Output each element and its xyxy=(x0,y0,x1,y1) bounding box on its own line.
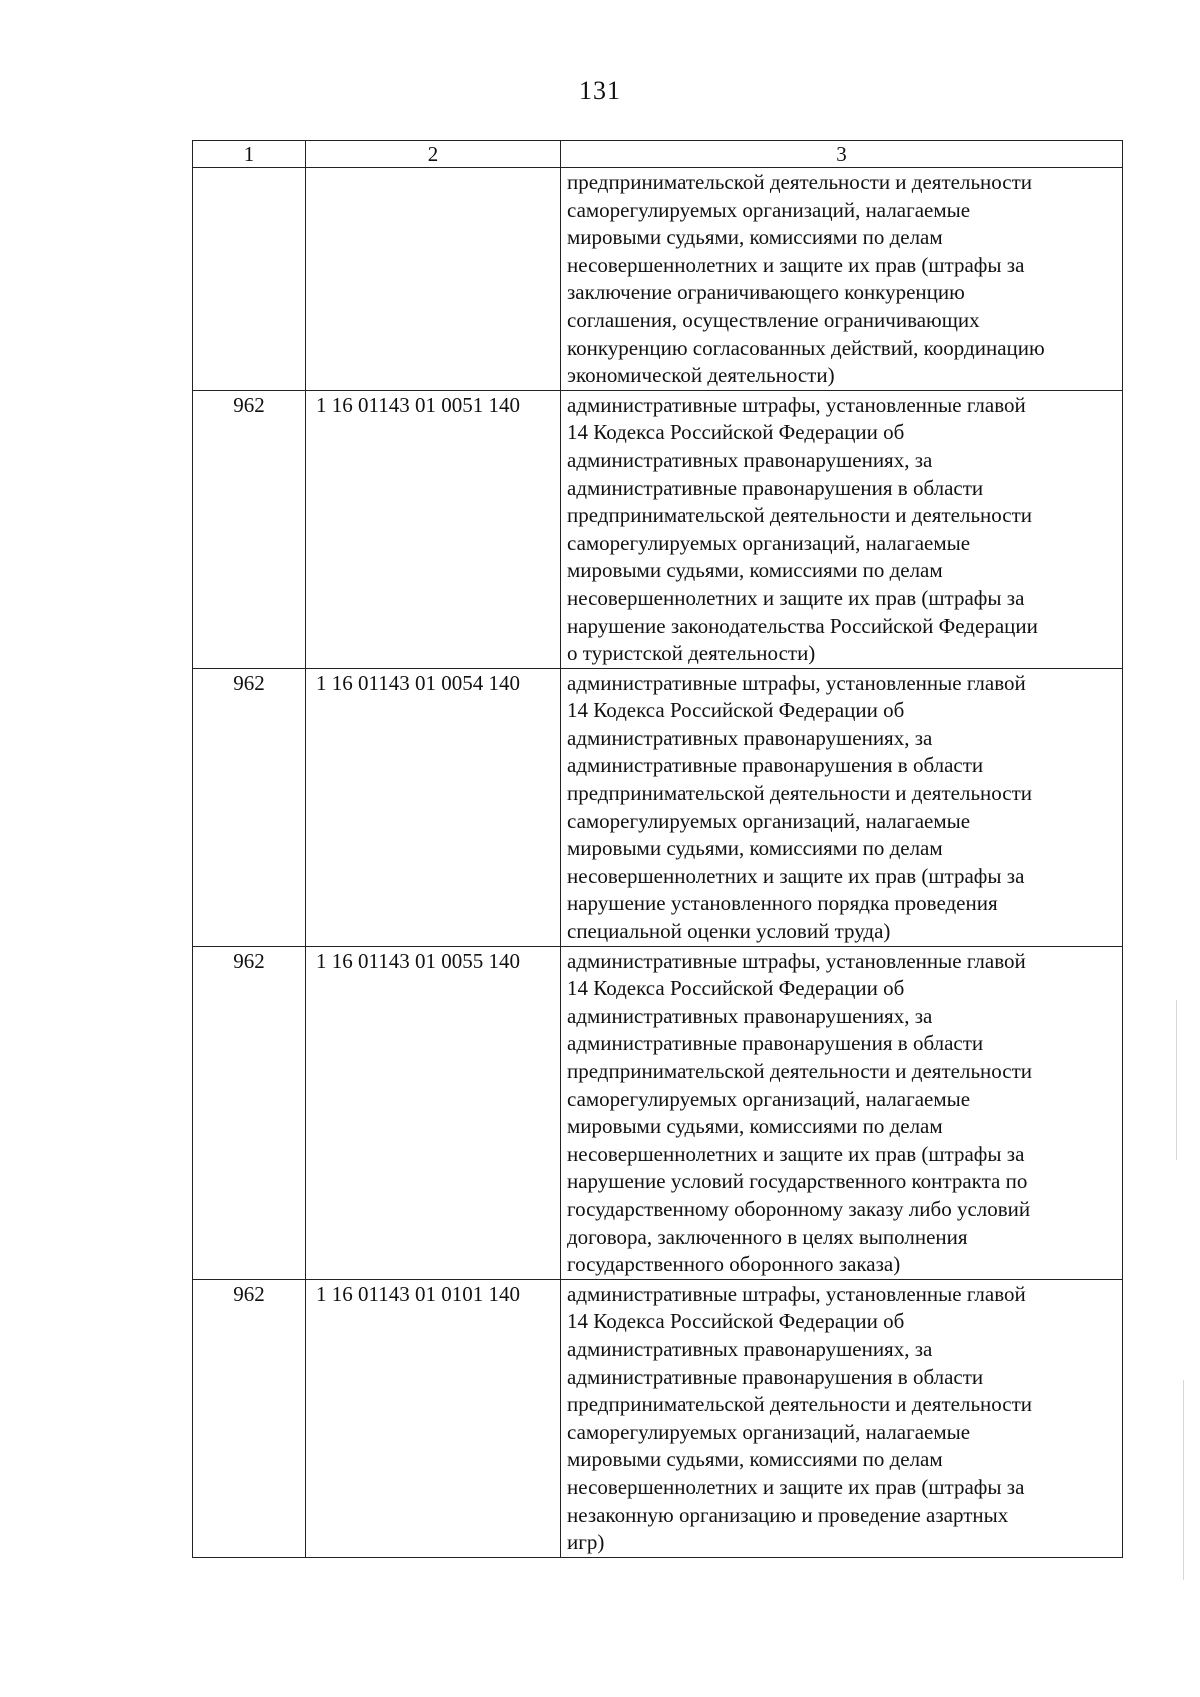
description-line: игр) xyxy=(567,1530,605,1555)
description-line: государственного оборонного заказа) xyxy=(567,1252,901,1277)
description-line: 14 Кодекса Российской Федерации об xyxy=(567,976,905,1001)
description-line: соглашения, осуществление ограничивающих xyxy=(567,307,980,332)
budget-codes-table xyxy=(192,140,1123,1558)
description-line: мировыми судьями, комиссиями по делам xyxy=(567,1447,943,1472)
description-line: предпринимательской деятельности и деятельности xyxy=(567,1392,1033,1417)
description-line: нарушение законодательства Российской Федерации xyxy=(567,613,1038,638)
column-header-1: 1 xyxy=(193,141,306,168)
description-line: предпринимательской деятельности и деятельности xyxy=(567,503,1033,528)
description-line: саморегулируемых организаций, налагаемые xyxy=(567,808,971,833)
description-line: несовершеннолетних и защите их прав (штрафы за xyxy=(567,585,1025,610)
description-line: административные правонарушения в области xyxy=(567,475,984,500)
description-line: административные правонарушения в области xyxy=(567,1031,984,1056)
description-line: государственному оборонному заказу либо условий xyxy=(567,1196,1031,1221)
column-header-2: 2 xyxy=(306,141,561,168)
description-line: незаконную организацию и проведение азартных xyxy=(567,1502,1009,1527)
description-line: несовершеннолетних и защите их прав (штрафы за xyxy=(567,863,1025,888)
description-line: экономической деятельности) xyxy=(567,363,835,388)
description-cell xyxy=(561,946,1123,1279)
description-line: специальной оценки условий труда) xyxy=(567,919,891,944)
kbk-code-cell: 1 16 01143 01 0055 140 xyxy=(306,946,561,1279)
description-line: административных правонарушениях, за xyxy=(567,1003,933,1028)
description-cell xyxy=(561,668,1123,946)
description-line: несовершеннолетних и защите их прав (штрафы за xyxy=(567,252,1025,277)
kbk-code-cell: 1 16 01143 01 0101 140 xyxy=(306,1279,561,1557)
description-line: предпринимательской деятельности и деятельности xyxy=(567,1059,1033,1083)
table-row xyxy=(193,390,1123,668)
description-line: предпринимательской деятельности и деятельности xyxy=(567,170,1033,194)
kbk-code-cell xyxy=(306,168,561,391)
admin-code-cell: 962 xyxy=(193,668,306,946)
description-line: саморегулируемых организаций, налагаемые xyxy=(567,1419,971,1444)
description-line: несовершеннолетних и защите их прав (штрафы за xyxy=(567,1474,1025,1499)
description-line: административные штрафы, установленные главой xyxy=(567,392,1026,417)
description-line: мировыми судьями, комиссиями по делам xyxy=(567,836,943,861)
scan-edge-mark xyxy=(1183,1380,1184,1580)
description-cell xyxy=(561,390,1123,668)
description-line: административные правонарушения в области xyxy=(567,1364,984,1389)
kbk-code-cell: 1 16 01143 01 0054 140 xyxy=(306,668,561,946)
page-number: 131 xyxy=(579,76,621,105)
table-row xyxy=(193,168,1123,391)
description-line: о туристской деятельности) xyxy=(567,641,816,666)
description-line: 14 Кодекса Российской Федерации об xyxy=(567,698,905,723)
kbk-code-cell: 1 16 01143 01 0051 140 xyxy=(306,390,561,668)
admin-code-cell: 962 xyxy=(193,1279,306,1557)
description-line: 14 Кодекса Российской Федерации об xyxy=(567,420,905,445)
description-line: мировыми судьями, комиссиями по делам xyxy=(567,1114,943,1139)
description-line: административных правонарушениях, за xyxy=(567,447,933,472)
description-line: конкуренцию согласованных действий, координацию xyxy=(567,335,1045,360)
table-row xyxy=(193,946,1123,1279)
header-row xyxy=(193,141,1123,168)
description-cell xyxy=(561,1279,1123,1557)
description-line: административные правонарушения в области xyxy=(567,753,984,778)
description-line: 14 Кодекса Российской Федерации об xyxy=(567,1309,905,1334)
column-header-3: 3 xyxy=(561,141,1123,168)
description-line: несовершеннолетних и защите их прав (штрафы за xyxy=(567,1141,1025,1166)
description-line: административные штрафы, установленные главой xyxy=(567,1281,1026,1306)
admin-code-cell: 962 xyxy=(193,946,306,1279)
description-cell xyxy=(561,168,1123,391)
description-line: саморегулируемых организаций, налагаемые xyxy=(567,530,971,555)
description-line: заключение ограничивающего конкуренцию xyxy=(567,280,965,305)
table-row xyxy=(193,668,1123,946)
admin-code-cell xyxy=(193,168,306,391)
description-line: нарушение условий государственного контракта по xyxy=(567,1169,1028,1194)
description-line: саморегулируемых организаций, налагаемые xyxy=(567,197,971,222)
description-line: административные штрафы, установленные главой xyxy=(567,670,1026,695)
admin-code-cell: 962 xyxy=(193,390,306,668)
description-line: саморегулируемых организаций, налагаемые xyxy=(567,1086,971,1111)
table-row xyxy=(193,1279,1123,1557)
table-header xyxy=(193,141,1123,168)
description-line: административные штрафы, установленные главой xyxy=(567,948,1026,973)
description-line: мировыми судьями, комиссиями по делам xyxy=(567,225,943,250)
scan-edge-mark xyxy=(1176,1000,1177,1160)
description-line: административных правонарушениях, за xyxy=(567,725,933,750)
description-line: предпринимательской деятельности и деятельности xyxy=(567,781,1033,806)
table-body xyxy=(193,168,1123,1558)
description-line: нарушение установленного порядка проведения xyxy=(567,891,998,916)
description-line: договора, заключенного в целях выполнения xyxy=(567,1224,968,1249)
description-line: административных правонарушениях, за xyxy=(567,1336,933,1361)
description-line: мировыми судьями, комиссиями по делам xyxy=(567,558,943,583)
